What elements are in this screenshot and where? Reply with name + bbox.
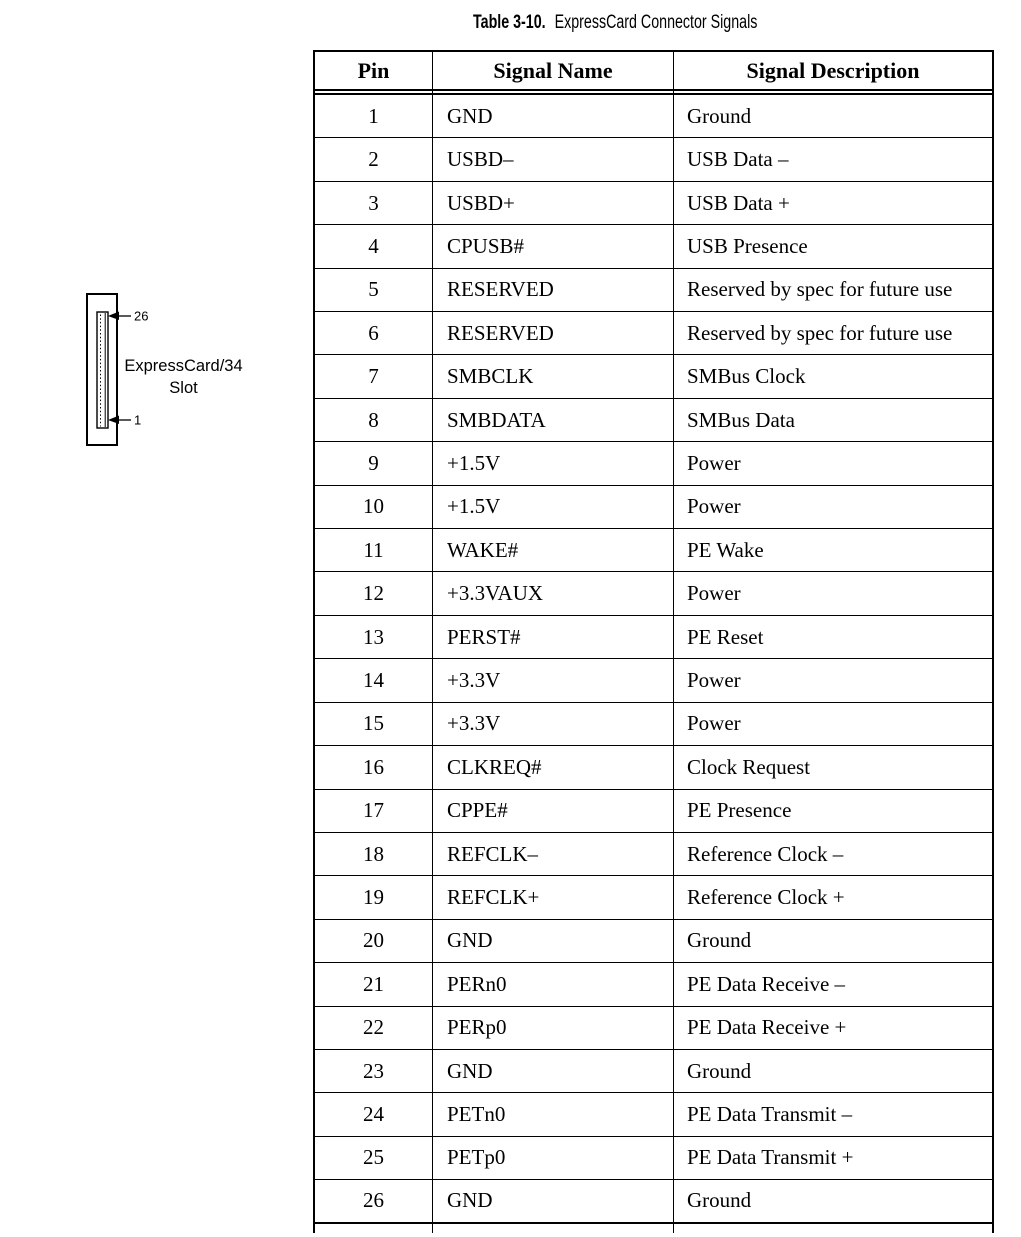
signal-name-cell: +1.5V [433, 486, 674, 528]
table-row [315, 659, 992, 702]
signal-name-cell: CPPE# [433, 790, 674, 832]
signal-description-cell: PE Data Receive – [687, 971, 846, 996]
cutoff-segment [315, 1224, 433, 1233]
table-row [315, 95, 992, 138]
table-row [315, 746, 992, 789]
signal-name-cell: GND [433, 1180, 674, 1221]
signal-name-cell: +3.3V [433, 659, 674, 701]
signal-description-cell: PE Data Receive + [687, 1015, 847, 1040]
table-row [315, 963, 992, 1006]
signal-description-cell: Reference Clock + [687, 885, 845, 910]
pin-cell: 12 [315, 572, 433, 614]
table-row [315, 529, 992, 572]
table-row [315, 876, 992, 919]
cutoff-segment [433, 1224, 674, 1233]
table-row [315, 225, 992, 268]
table-row [315, 703, 992, 746]
signal-name-cell: CPUSB# [433, 225, 674, 267]
signal-description-cell: Reference Clock – [687, 841, 844, 866]
signals-table [313, 50, 994, 1233]
signal-name-cell: PETp0 [433, 1137, 674, 1179]
signal-name-cell: REFCLK– [433, 833, 674, 875]
signal-description-cell: PE Presence [687, 798, 792, 823]
pin-cell: 9 [315, 442, 433, 484]
signal-description-cell: PE Wake [687, 537, 764, 562]
pin-cell: 15 [315, 703, 433, 745]
pin-cell: 6 [315, 312, 433, 354]
table-row [315, 442, 992, 485]
slot-label-line1: ExpressCard/34 [124, 357, 243, 375]
table-cutoff-row [315, 1224, 992, 1233]
table-row [315, 572, 992, 615]
signal-description-cell: PE Data Transmit + [687, 1145, 854, 1170]
pin-cell: 16 [315, 746, 433, 788]
pin-cell: 13 [315, 616, 433, 658]
table-row [315, 1050, 992, 1093]
signal-name-cell: WAKE# [433, 529, 674, 571]
pin-cell: 1 [315, 95, 433, 137]
signal-name-cell: PERn0 [433, 963, 674, 1005]
pin-cell: 10 [315, 486, 433, 528]
connector-strip [97, 312, 108, 428]
pin-cell: 8 [315, 399, 433, 441]
signal-name-cell: REFCLK+ [433, 876, 674, 918]
signal-description-cell: Power [687, 581, 741, 606]
table-row [315, 1093, 992, 1136]
pin-cell: 21 [315, 963, 433, 1005]
slot-label-line2: Slot [169, 379, 198, 397]
signal-name-cell: +3.3V [433, 703, 674, 745]
signal-description-cell: Power [687, 711, 741, 736]
signal-description-cell: Clock Request [687, 754, 811, 779]
signal-description-cell: USB Presence [687, 233, 808, 258]
signal-description-cell: Power [687, 667, 741, 692]
signal-name-cell: GND [433, 95, 674, 137]
rule-segment [315, 91, 433, 93]
pin-cell: 26 [315, 1180, 433, 1221]
cutoff-segment [674, 1224, 992, 1233]
table-caption-title: ExpressCard Connector Signals [554, 12, 758, 33]
signal-description-cell: PE Data Transmit – [687, 1102, 853, 1127]
table-row [315, 1007, 992, 1050]
pin-1-label: 1 [134, 412, 142, 428]
table-row [315, 355, 992, 398]
signal-description-cell: SMBus Clock [687, 364, 806, 389]
signal-name-cell: RESERVED [433, 312, 674, 354]
table-body [315, 95, 992, 1224]
pin-cell: 17 [315, 790, 433, 832]
signal-description-cell: Ground [687, 1188, 752, 1213]
signal-description-cell: SMBus Data [687, 407, 795, 432]
rule-segment [674, 91, 992, 93]
table-row [315, 486, 992, 529]
signal-description-cell: Ground [687, 103, 752, 128]
pin-cell: 20 [315, 920, 433, 962]
rule-segment [433, 91, 674, 93]
signal-name-cell: GND [433, 920, 674, 962]
table-row [315, 920, 992, 963]
header-pin: Pin [315, 52, 433, 89]
pin-cell: 3 [315, 182, 433, 224]
pin-cell: 19 [315, 876, 433, 918]
table-caption [473, 12, 757, 34]
pin-cell: 14 [315, 659, 433, 701]
table-row [315, 1180, 992, 1223]
signal-name-cell: PERp0 [433, 1007, 674, 1049]
pin-cell: 18 [315, 833, 433, 875]
table-header-row [315, 52, 992, 91]
signal-description-cell: Power [687, 450, 741, 475]
header-signal-description: Signal Description [746, 57, 920, 83]
table-row [315, 312, 992, 355]
signal-description-cell: Ground [687, 928, 752, 953]
signal-name-cell: RESERVED [433, 269, 674, 311]
table-row [315, 1137, 992, 1180]
pin-cell: 23 [315, 1050, 433, 1092]
signal-description-cell: Reserved by spec for future use [687, 320, 953, 345]
pin-cell: 4 [315, 225, 433, 267]
pin-cell: 24 [315, 1093, 433, 1135]
table-row [315, 269, 992, 312]
table-caption-number: Table 3-10. [473, 12, 546, 33]
signal-description-cell: USB Data + [687, 190, 790, 215]
signal-name-cell: CLKREQ# [433, 746, 674, 788]
pin-cell: 11 [315, 529, 433, 571]
pin-26-label: 26 [134, 308, 149, 324]
signal-name-cell: USBD+ [433, 182, 674, 224]
signal-name-cell: SMBDATA [433, 399, 674, 441]
signal-name-cell: GND [433, 1050, 674, 1092]
signal-description-cell: Reserved by spec for future use [687, 277, 953, 302]
table-row [315, 616, 992, 659]
expresscard-slot-diagram [75, 285, 275, 463]
pin-cell: 2 [315, 138, 433, 180]
signal-description-cell: Power [687, 494, 741, 519]
table-row [315, 182, 992, 225]
signal-description-cell: Ground [687, 1058, 752, 1083]
signal-name-cell: +3.3VAUX [433, 572, 674, 614]
signal-name-cell: PERST# [433, 616, 674, 658]
signal-description-cell: PE Reset [687, 624, 764, 649]
signal-name-cell: USBD– [433, 138, 674, 180]
table-row [315, 833, 992, 876]
pin-cell: 22 [315, 1007, 433, 1049]
signal-description-cell: USB Data – [687, 147, 789, 172]
signal-name-cell: SMBCLK [433, 355, 674, 397]
pin-cell: 5 [315, 269, 433, 311]
table-row [315, 399, 992, 442]
pin-cell: 25 [315, 1137, 433, 1179]
header-signal-name: Signal Name [433, 52, 674, 89]
signal-name-cell: PETn0 [433, 1093, 674, 1135]
signal-name-cell: +1.5V [433, 442, 674, 484]
table-row [315, 790, 992, 833]
table-row [315, 138, 992, 181]
pin-cell: 7 [315, 355, 433, 397]
